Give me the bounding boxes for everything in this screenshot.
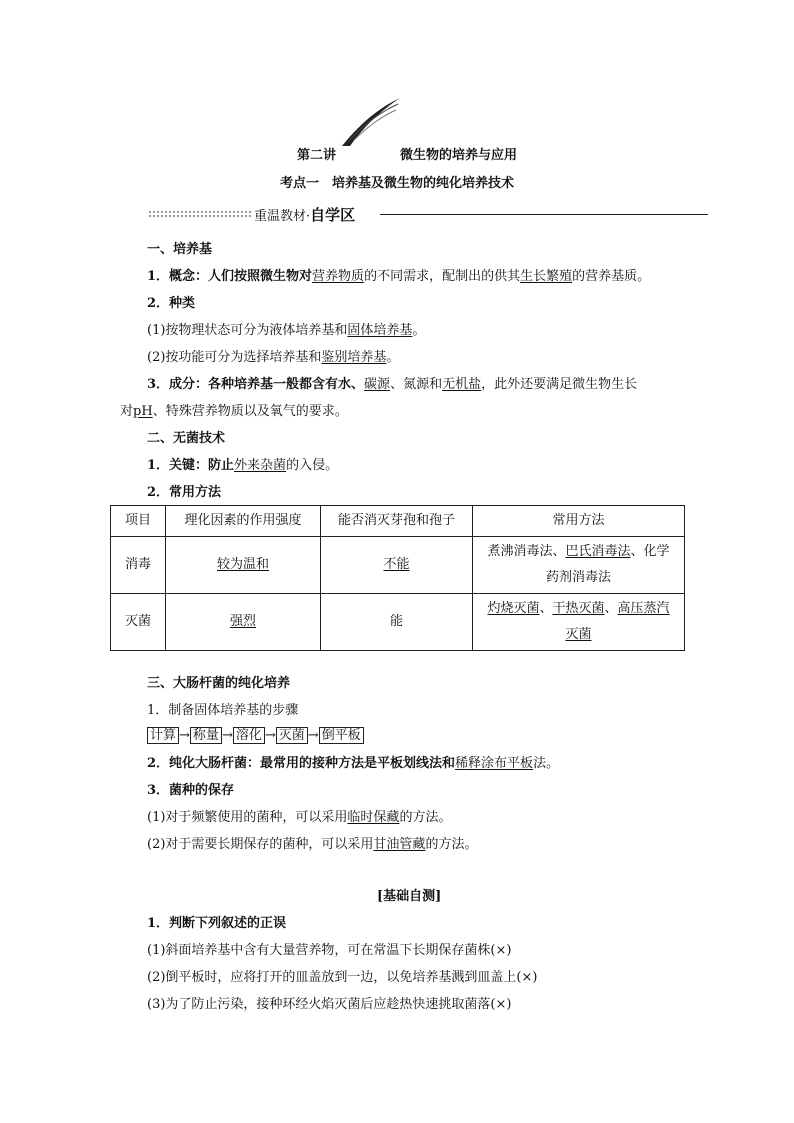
row1-strength: 较为温和 xyxy=(216,557,269,572)
row-strength-cell xyxy=(166,594,321,651)
self-test-heading: [基础自测] xyxy=(377,889,442,904)
s3-item3a-suffix: 的方法。 xyxy=(399,810,452,825)
table-header-cell: 能否消灭芽孢和孢子 xyxy=(321,506,473,537)
s3-item2-prefix: 2．纯化大肠杆菌：最常用的接种方法是平板划线法和 xyxy=(147,756,456,771)
row2-strength: 强烈 xyxy=(229,614,256,629)
row2-method-b: 、 xyxy=(539,601,553,616)
section-banner xyxy=(148,204,708,224)
banner-dot: · xyxy=(306,209,311,224)
section1-item2b xyxy=(147,346,399,365)
row2-method-e: 高压蒸汽 xyxy=(617,601,670,616)
s2-item1-suffix: 的入侵。 xyxy=(286,458,339,473)
s1-item3-suffix: ，此外还要满足微生物生长 xyxy=(481,377,638,392)
row-name-cell: 灭菌 xyxy=(111,594,166,651)
row-spores-cell xyxy=(321,537,473,594)
s1-item3-line2-suffix: 、特殊营养物质以及氧气的要求。 xyxy=(152,404,348,419)
step-arrow: → xyxy=(307,728,319,743)
row-method-cell xyxy=(473,537,685,594)
table-header-row xyxy=(111,506,685,537)
table-row xyxy=(111,594,685,651)
lecture-label: 第二讲 xyxy=(297,148,337,163)
s1-item1-suffix: 的营养基质。 xyxy=(572,269,651,284)
step-box: 计算 xyxy=(147,727,179,744)
s3-item3b-prefix: (2)对于需要长期保存的菌种，可以采用 xyxy=(147,837,374,852)
s1-item3-key3: pH xyxy=(133,404,153,419)
s1-item2b-prefix: (2)按功能可分为选择培养基和 xyxy=(147,350,322,365)
row2-method-a: 灼烧灭菌 xyxy=(487,601,540,616)
s1-item2a-suffix: 。 xyxy=(412,323,426,338)
section3-item2 xyxy=(147,752,559,771)
row1-spores: 不能 xyxy=(383,557,410,572)
table-header-cell: 理化因素的作用强度 xyxy=(166,506,321,537)
table-row xyxy=(111,537,685,594)
row1-method-b: 巴氏消毒法 xyxy=(565,544,631,559)
preparation-steps xyxy=(147,724,364,743)
table-header-cell: 项目 xyxy=(111,506,166,537)
s1-item3-prefix: 3．成分：各种培养基一般都含有水、 xyxy=(147,377,365,392)
step-box: 灭菌 xyxy=(276,727,308,744)
section2-item2-heading: 2．常用方法 xyxy=(147,485,222,500)
row2-method-d: 、 xyxy=(604,601,618,616)
s1-item3-key1: 碳源 xyxy=(364,377,391,392)
row2-spores: 能 xyxy=(389,614,403,629)
banner-dots xyxy=(148,210,252,218)
step-arrow: → xyxy=(221,728,233,743)
banner-right: 自学区 xyxy=(310,206,356,224)
section1-item2-heading: 2．种类 xyxy=(147,296,196,311)
list-item: (2)倒平板时，应将打开的皿盖放到一边，以免培养基溅到皿盖上(×) xyxy=(147,970,538,985)
step-box: 倒平板 xyxy=(319,727,364,744)
section1-item2a xyxy=(147,319,425,338)
section1-item3 xyxy=(147,373,637,392)
row1-method-d: 药剂消毒法 xyxy=(545,570,611,585)
row-name-cell: 消毒 xyxy=(111,537,166,594)
section1-item3-line2 xyxy=(120,400,348,419)
row-method-cell xyxy=(473,594,685,651)
s1-item2b-suffix: 。 xyxy=(386,350,400,365)
s3-item2-suffix: 法。 xyxy=(533,756,560,771)
s2-item1-prefix: 1．关键：防止 xyxy=(147,458,235,473)
s2-item1-key: 外来杂菌 xyxy=(234,458,287,473)
step-arrow: → xyxy=(264,728,276,743)
swoosh-logo-icon xyxy=(340,96,402,148)
page-subtitle: 考点一 培养基及微生物的纯化培养技术 xyxy=(279,176,514,191)
banner-left: 重温教材 xyxy=(254,209,307,224)
page-title: 微生物的培养与应用 xyxy=(400,148,518,163)
step-arrow: → xyxy=(179,728,190,743)
section3-item3-heading: 3．菌种的保存 xyxy=(147,783,235,798)
s1-item2a-key: 固体培养基 xyxy=(347,323,413,338)
section2-heading: 二、无菌技术 xyxy=(147,431,226,446)
list-item: (3)为了防止污染，接种环经火焰灭菌后应趁热快速挑取菌落(×) xyxy=(147,997,512,1012)
s3-item3a-prefix: (1)对于频繁使用的菌种，可以采用 xyxy=(147,810,348,825)
sterilization-methods-table xyxy=(110,505,685,651)
s1-item3-mid: 、氮源和 xyxy=(390,377,443,392)
step-box: 称量 xyxy=(190,727,222,744)
s1-item2b-key: 鉴别培养基 xyxy=(321,350,387,365)
banner-rule xyxy=(380,214,708,215)
banner-text xyxy=(254,204,355,225)
s1-item2a-prefix: (1)按物理状态可分为液体培养基和 xyxy=(147,323,348,338)
row-spores-cell xyxy=(321,594,473,651)
section3-item1-heading: 1．制备固体培养基的步骤 xyxy=(147,703,299,718)
row1-method-c: 、化学 xyxy=(630,544,670,559)
s1-item1-mid: 的不同需求，配制出的供其 xyxy=(364,269,521,284)
section1-heading: 一、培养基 xyxy=(147,242,213,257)
step-box: 溶化 xyxy=(233,727,265,744)
table-header-cell: 常用方法 xyxy=(473,506,685,537)
section3-heading: 三、大肠杆菌的纯化培养 xyxy=(147,676,291,691)
s1-item3-line2-prefix: 对 xyxy=(120,404,134,419)
section3-item3b xyxy=(147,833,477,852)
s1-item1-key1: 营养物质 xyxy=(312,269,365,284)
row-strength-cell xyxy=(166,537,321,594)
list-item: (1)斜面培养基中含有大量营养物，可在常温下长期保存菌株(×) xyxy=(147,943,512,958)
s3-item3b-suffix: 的方法。 xyxy=(425,837,478,852)
s3-item2-key: 稀释涂布平板 xyxy=(455,756,534,771)
row2-method-c: 干热灭菌 xyxy=(552,601,605,616)
s3-item3a-key: 临时保藏 xyxy=(347,810,400,825)
s1-item1-prefix: 1．概念：人们按照微生物对 xyxy=(147,269,313,284)
section3-item3a xyxy=(147,806,451,825)
s1-item1-key2: 生长繁殖 xyxy=(520,269,573,284)
row1-method-a: 煮沸消毒法、 xyxy=(487,544,566,559)
section2-item1 xyxy=(147,454,338,473)
s3-item3b-key: 甘油管藏 xyxy=(373,837,426,852)
self-test-q1-heading: 1．判断下列叙述的正误 xyxy=(147,916,287,931)
row2-method-f: 灭菌 xyxy=(565,627,592,642)
section1-item1 xyxy=(147,265,650,284)
s1-item3-key2: 无机盐 xyxy=(442,377,482,392)
